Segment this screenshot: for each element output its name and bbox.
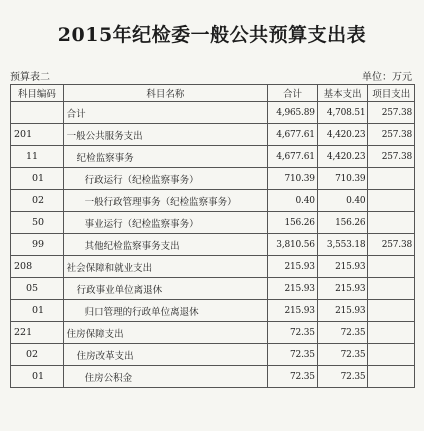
basic-cell: 3,553.18: [317, 234, 368, 256]
form-number: 预算表二: [10, 72, 50, 83]
project-cell: [368, 168, 415, 190]
header-code: 科目编码: [11, 85, 64, 102]
name-cell: 一般公共服务支出: [63, 124, 268, 146]
code-cell: 11: [11, 146, 64, 168]
header-name: 科目名称: [63, 85, 268, 102]
name-cell: 住房保障支出: [63, 322, 268, 344]
basic-cell: 4,420.23: [317, 146, 368, 168]
code-cell: 02: [11, 344, 64, 366]
total-cell: 72.35: [268, 344, 318, 366]
table-body: [11, 102, 415, 388]
budget-table: [10, 84, 415, 388]
table-row: [11, 124, 415, 146]
table-row: [11, 234, 415, 256]
basic-cell: 72.35: [317, 344, 368, 366]
project-cell: [368, 212, 415, 234]
basic-cell: 4,420.23: [317, 124, 368, 146]
total-cell: 4,677.61: [268, 146, 318, 168]
name-cell: 纪检监察事务: [63, 146, 268, 168]
basic-cell: 215.93: [317, 278, 368, 300]
basic-cell: 72.35: [317, 366, 368, 388]
header-basic: 基本支出: [317, 85, 368, 102]
name-cell: 住房改革支出: [63, 344, 268, 366]
table-row: [11, 300, 415, 322]
total-cell: 4,677.61: [268, 124, 318, 146]
header-project: 项目支出: [368, 85, 415, 102]
code-cell: 208: [11, 256, 64, 278]
code-cell: 05: [11, 278, 64, 300]
project-cell: [368, 278, 415, 300]
unit-label: 单位：万元: [362, 72, 412, 83]
project-cell: [368, 256, 415, 278]
code-cell: [11, 102, 64, 124]
total-cell: 215.93: [268, 300, 318, 322]
project-cell: 257.38: [368, 146, 415, 168]
project-cell: 257.38: [368, 102, 415, 124]
name-cell: 社会保障和就业支出: [63, 256, 268, 278]
name-cell: 住房公积金: [63, 366, 268, 388]
basic-cell: 156.26: [317, 212, 368, 234]
total-cell: 4,965.89: [268, 102, 318, 124]
total-cell: 215.93: [268, 256, 318, 278]
project-cell: [368, 366, 415, 388]
project-cell: [368, 300, 415, 322]
table-row: [11, 344, 415, 366]
project-cell: [368, 322, 415, 344]
table-row: [11, 190, 415, 212]
basic-cell: 0.40: [317, 190, 368, 212]
name-cell: 事业运行（纪检监察事务）: [63, 212, 268, 234]
project-cell: [368, 190, 415, 212]
table-row: [11, 102, 415, 124]
project-cell: 257.38: [368, 234, 415, 256]
code-cell: 01: [11, 366, 64, 388]
code-cell: 221: [11, 322, 64, 344]
name-cell: 归口管理的行政单位离退休: [63, 300, 268, 322]
table-row: [11, 168, 415, 190]
total-cell: 710.39: [268, 168, 318, 190]
total-cell: 215.93: [268, 278, 318, 300]
name-cell: 其他纪检监察事务支出: [63, 234, 268, 256]
name-cell: 行政事业单位离退休: [63, 278, 268, 300]
table-row: [11, 146, 415, 168]
page-title: 2015年纪检委一般公共预算支出表: [57, 24, 367, 46]
basic-cell: 72.35: [317, 322, 368, 344]
code-cell: 01: [11, 168, 64, 190]
total-cell: 156.26: [268, 212, 318, 234]
table-row: [11, 366, 415, 388]
name-cell: 一般行政管理事务（纪检监察事务）: [63, 190, 268, 212]
total-cell: 3,810.56: [268, 234, 318, 256]
header-total: 合计: [268, 85, 318, 102]
table-row: [11, 212, 415, 234]
project-cell: 257.38: [368, 124, 415, 146]
total-cell: 72.35: [268, 366, 318, 388]
table-row: [11, 322, 415, 344]
table-row: [11, 278, 415, 300]
code-cell: 01: [11, 300, 64, 322]
total-cell: 0.40: [268, 190, 318, 212]
basic-cell: 215.93: [317, 256, 368, 278]
basic-cell: 215.93: [317, 300, 368, 322]
name-cell: 行政运行（纪检监察事务）: [63, 168, 268, 190]
table-row: [11, 256, 415, 278]
project-cell: [368, 344, 415, 366]
name-cell: 合计: [63, 102, 268, 124]
code-cell: 50: [11, 212, 64, 234]
code-cell: 201: [11, 124, 64, 146]
basic-cell: 4,708.51: [317, 102, 368, 124]
code-cell: 02: [11, 190, 64, 212]
total-cell: 72.35: [268, 322, 318, 344]
basic-cell: 710.39: [317, 168, 368, 190]
table-header-row: [11, 85, 415, 102]
code-cell: 99: [11, 234, 64, 256]
